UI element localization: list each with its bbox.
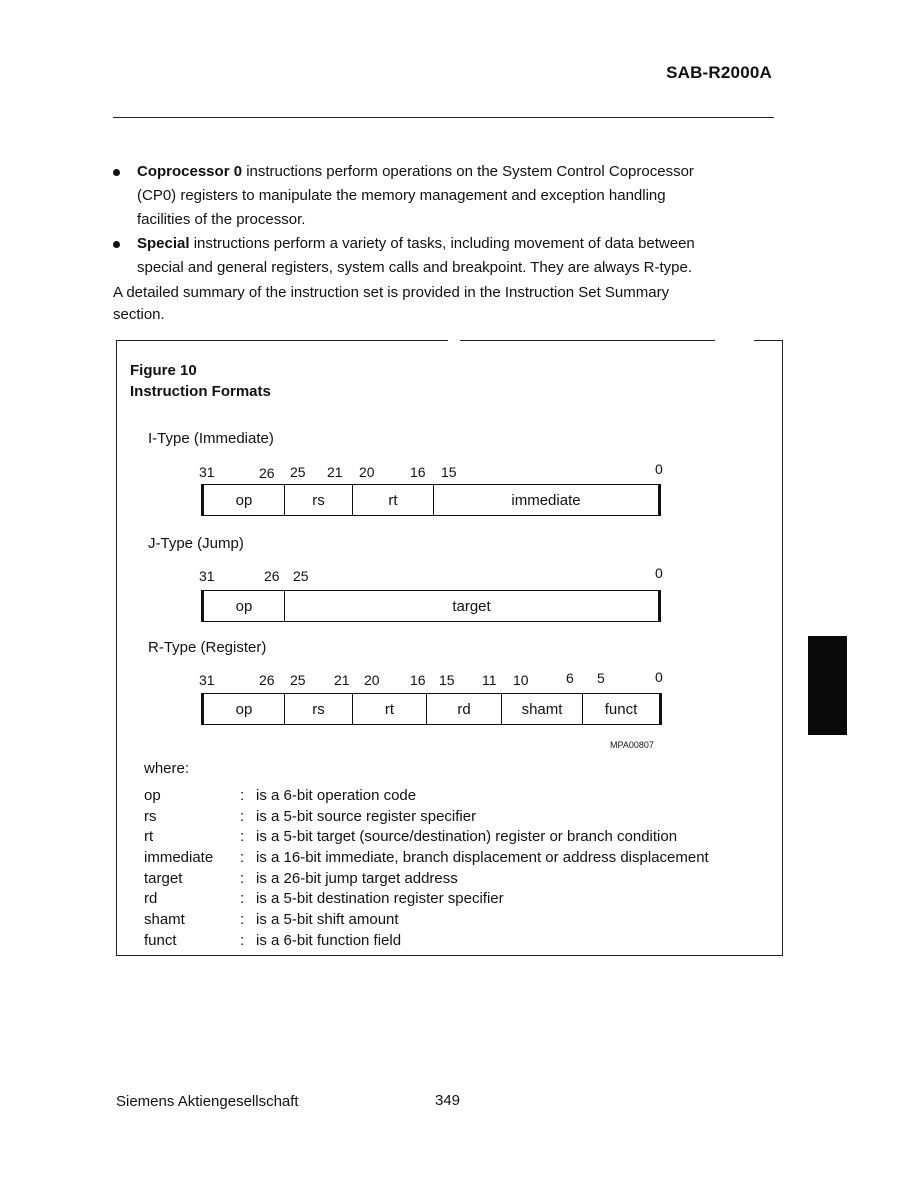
bit-number: 21 bbox=[334, 672, 350, 688]
bullet-term: Coprocessor 0 bbox=[137, 163, 243, 180]
field-rd: rd bbox=[427, 694, 502, 724]
footer-company: Siemens Aktiengesellschaft bbox=[116, 1093, 299, 1110]
header-divider bbox=[113, 117, 774, 118]
definition-colon: : bbox=[240, 869, 245, 887]
section-thumb-tab bbox=[808, 636, 847, 735]
itype-format-box bbox=[201, 484, 661, 516]
definition-term: funct bbox=[144, 931, 177, 949]
bullet-line: instructions perform a variety of tasks, including movement of data between bbox=[189, 235, 695, 252]
definition-text: is a 5-bit destination register specifier bbox=[256, 890, 504, 908]
definition-text: is a 5-bit target (source/destination) register or branch condition bbox=[256, 828, 678, 846]
bullet-line: instructions perform operations on the System Control Coprocessor bbox=[242, 163, 694, 180]
definition-text: is a 5-bit shift amount bbox=[256, 911, 399, 929]
bit-number: 26 bbox=[259, 672, 275, 688]
bit-number: 25 bbox=[290, 464, 306, 480]
definition-term: shamt bbox=[144, 911, 185, 929]
bullet-special bbox=[113, 232, 773, 280]
bit-number: 15 bbox=[441, 464, 457, 480]
definition-text: is a 6-bit function field bbox=[256, 931, 402, 949]
bit-number: 31 bbox=[199, 464, 215, 480]
definition-term: rs bbox=[144, 807, 157, 825]
bit-number: 5 bbox=[597, 670, 605, 686]
definition-text: is a 16-bit immediate, branch displacement or address displacement bbox=[256, 849, 709, 867]
definition-colon: : bbox=[240, 828, 245, 846]
bit-number: 26 bbox=[259, 465, 275, 481]
paragraph-line: A detailed summary of the instruction set is provided in the Instruction Set Summary bbox=[113, 284, 670, 301]
format-label-rtype: R-Type (Register) bbox=[148, 639, 267, 656]
definition-colon: : bbox=[240, 890, 245, 908]
rtype-format-box bbox=[201, 693, 662, 725]
definition-term: op bbox=[144, 787, 161, 804]
bit-number: 20 bbox=[359, 464, 375, 480]
bit-number: 21 bbox=[327, 464, 343, 480]
definition-text: is a 6-bit operation code bbox=[256, 787, 417, 804]
definition-colon: : bbox=[240, 787, 245, 804]
definition-term: immediate bbox=[144, 849, 214, 867]
bit-number: 0 bbox=[655, 669, 663, 685]
bit-number: 11 bbox=[482, 672, 497, 688]
definition-colon: : bbox=[240, 911, 245, 929]
jtype-format-box bbox=[201, 590, 661, 622]
bullet-dot bbox=[113, 241, 120, 248]
figure-number: Figure 10 bbox=[130, 362, 197, 379]
field-immediate: immediate bbox=[511, 491, 581, 509]
bit-number: 0 bbox=[655, 461, 663, 477]
bit-number: 25 bbox=[290, 672, 306, 688]
field-op: op bbox=[204, 694, 285, 724]
bit-number: 10 bbox=[513, 672, 529, 688]
bullet-line: special and general registers, system calls and breakpoint. They are always R-type. bbox=[137, 259, 692, 276]
definition-text: is a 5-bit source register specifier bbox=[256, 807, 477, 825]
summary-paragraph bbox=[113, 282, 763, 326]
where-label: where: bbox=[144, 760, 190, 777]
figure-code: MPA00807 bbox=[610, 740, 654, 750]
field-rs: rs bbox=[285, 485, 353, 515]
page-header-title: SAB-R2000A bbox=[666, 63, 772, 82]
field-target: target bbox=[452, 597, 491, 615]
figure-frame-top bbox=[460, 340, 715, 341]
definition-term: rt bbox=[144, 828, 154, 846]
definition-term: rd bbox=[144, 890, 158, 908]
figure-frame-top bbox=[754, 340, 782, 341]
field-shamt: shamt bbox=[502, 694, 583, 724]
definition-term: target bbox=[144, 869, 183, 887]
bullet-line: (CP0) registers to manipulate the memory management and exception handling bbox=[137, 187, 666, 204]
bit-number: 31 bbox=[199, 672, 215, 688]
field-op: op bbox=[204, 485, 285, 515]
bullet-line: facilities of the processor. bbox=[137, 211, 306, 228]
figure-caption bbox=[130, 360, 271, 402]
format-label-itype: I-Type (Immediate) bbox=[148, 430, 274, 447]
bit-number: 16 bbox=[410, 672, 426, 688]
footer-page-number: 349 bbox=[435, 1092, 461, 1109]
figure-frame-top bbox=[116, 340, 448, 341]
paragraph-line: section. bbox=[113, 306, 165, 323]
bit-number: 0 bbox=[655, 565, 663, 581]
field-rt: rt bbox=[353, 694, 427, 724]
bullet-coprocessor bbox=[113, 160, 773, 232]
definition-colon: : bbox=[240, 807, 245, 825]
figure-title: Instruction Formats bbox=[130, 383, 271, 400]
bit-number: 26 bbox=[264, 568, 280, 584]
bit-number: 16 bbox=[410, 464, 426, 480]
bit-number: 15 bbox=[439, 672, 455, 688]
bit-number: 25 bbox=[293, 568, 309, 584]
bullet-dot bbox=[113, 169, 120, 176]
bit-number: 6 bbox=[566, 670, 574, 686]
definition-colon: : bbox=[240, 931, 245, 949]
format-label-jtype: J-Type (Jump) bbox=[148, 535, 244, 552]
definition-text: is a 26-bit jump target address bbox=[256, 869, 458, 887]
bullet-term: Special bbox=[137, 235, 190, 252]
field-rs: rs bbox=[285, 694, 353, 724]
bit-number: 20 bbox=[364, 672, 380, 688]
definition-colon: : bbox=[240, 849, 245, 867]
field-funct: funct bbox=[604, 700, 638, 718]
bullet-text bbox=[137, 232, 773, 280]
bit-number: 31 bbox=[199, 568, 215, 584]
bullet-text bbox=[137, 160, 773, 232]
field-rt: rt bbox=[353, 485, 434, 515]
field-op: op bbox=[204, 591, 285, 621]
